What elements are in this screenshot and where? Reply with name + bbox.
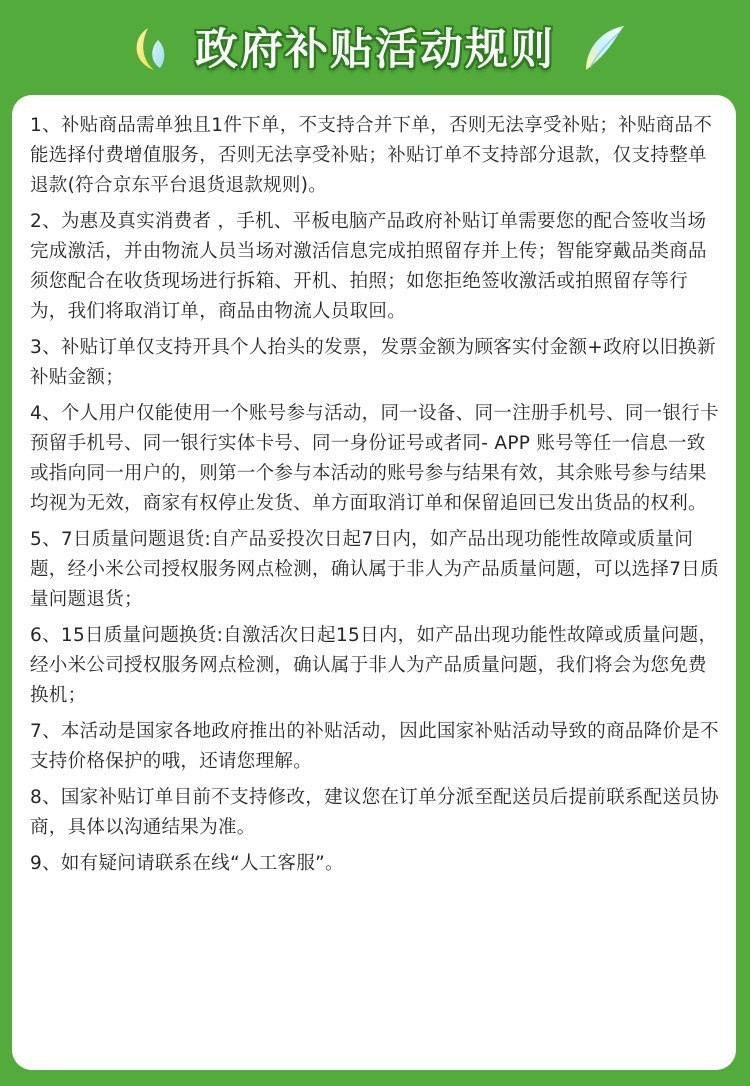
rule-item: 8、国家补贴订单目前不支持修改，建议您在订单分派至配送员后提前联系配送员协商，具体以沟通结果为准。 [30,787,719,838]
feather-leaf-icon [580,22,628,74]
rule-item: 4、个人用户仅能使用一个账号参与活动，同一设备、同一注册手机号、同一银行卡预留手机号、同一银行实体卡号、同一身份证号或者同- APP 账号等任一信息一致或指向同一用户的，则第一个参与本活动的账号参与结果有效，其余账号参与结果均视为无效，商家有权停止发货、单方面取消订单和保留追回已发出货品的权利。 [30,403,719,514]
rule-item: 6、15日质量问题换货:自激活次日起15日内，如产品出现功能性故障或质量问题，经小米公司授权服务网点检测，确认属于非人为产品质量问题，我们将会为您免费换机； [30,625,718,706]
rule-item: 7、本活动是国家各地政府推出的补贴活动，因此国家补贴活动导致的商品降价是不支持价格保护的哦，还请您理解。 [30,721,719,772]
rules-card [12,95,736,1070]
rule-item: 5、7日质量问题退货:自产品妥投次日起7日内，如产品出现功能性故障或质量问题，经小米公司授权服务网点检测，确认属于非人为产品质量问题，可以选择7日质量问题退货； [30,529,719,610]
rules-list [30,111,720,885]
page-title: 政府补贴活动规则 [195,25,555,75]
rule-item: 1、补贴商品需单独且1件下单，不支持合并下单，否则无法享受补贴；补贴商品不能选择付费增值服务，否则无法享受补贴；补贴订单不支持部分退款，仅支持整单退款(符合京东平台退货退款规则)。 [30,115,713,196]
header [0,0,750,95]
rule-item: 3、补贴订单仅支持开具个人抬头的发票，发票金额为顾客实付金额+政府以旧换新补贴金额； [30,337,716,388]
rule-item: 2、为惠及真实消费者 ，手机、平板电脑产品政府补贴订单需要您的配合签收当场完成激活，并由物流人员当场对激活信息完成拍照留存并上传；智能穿戴品类商品须您配合在收货现场进行拆箱、开机、拍照；如您拒绝签收激活或拍照留存等行为，我们将取消订单，商品由物流人员取回。 [30,211,707,322]
rule-item: 9、如有疑问请联系在线“人工客服”。 [30,853,344,874]
